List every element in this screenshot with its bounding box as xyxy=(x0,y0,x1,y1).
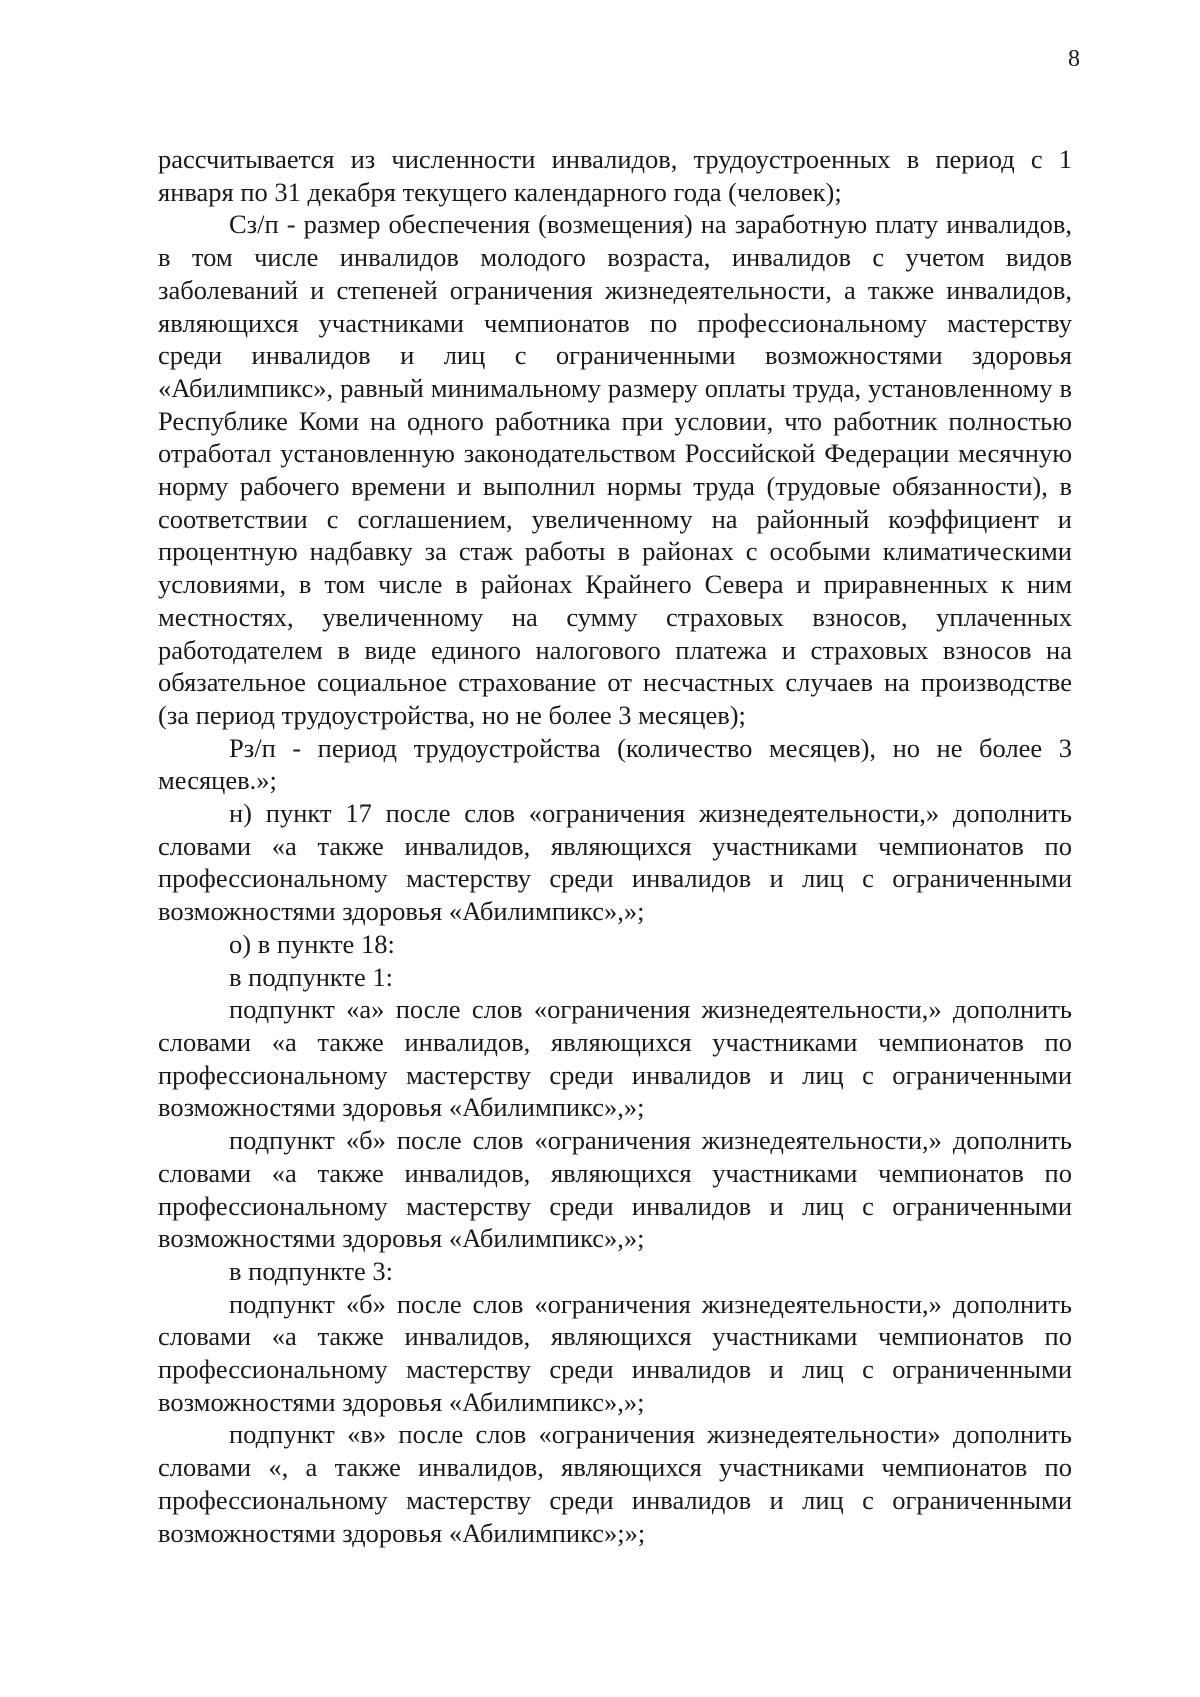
paragraph-subitem-1-heading: в подпункте 1: xyxy=(229,961,394,992)
paragraph-item-n: н) пункт 17 после слов «ограничения жизнедеятельности,» дополнить словами «а также инвалидов, являющихся участниками чемпионатов по профессиональному мастерству среди инвалидов и лиц с ограниченными возможностями здоровья «Абилимпикс»,»; xyxy=(158,798,1072,927)
paragraph-subitem-3v: подпункт «в» после слов «ограничения жизнедеятельности» дополнить словами «, а также инвалидов, являющихся участниками чемпионатов по профессиональному мастерству среди инвалидов и лиц с ограниченными возможностями здоровья «Абилимпикс»;»; xyxy=(158,1419,1072,1548)
paragraph-rzp-definition: Рз/п - период трудоустройства (количество месяцев), но не более 3 месяцев.»; xyxy=(158,732,1072,796)
paragraph-continuation: рассчитывается из численности инвалидов, трудоустроенных в период с 1 января по 31 декабря текущего календарного года (человек); xyxy=(158,144,1072,207)
document-body xyxy=(158,143,1072,1549)
paragraph-subitem-3-heading: в подпункте 3: xyxy=(229,1255,394,1286)
paragraph-szp-definition: Сз/п - размер обеспечения (возмещения) на заработную плату инвалидов, в том числе инвалидов молодого возраста, инвалидов с учетом видов заболеваний и степеней ограничения жизнедеятельности, а также инвалидов, являющихся участниками чемпионатов по профессиональному мастерству среди инвалидов и лиц с ограниченными возможностями здоровья «Абилимпикс», равный минимальному размеру оплаты труда, установленному в Республике Коми на одного работника при условии, что работник полностью отработал установленную законодательством Российской Федерации месячную норму рабочего времени и выполнил нормы труда (трудовые обязанности), в соответствии с соглашением, увеличенному на районный коэффициент и процентную надбавку за стаж работы в районах с особыми климатическими условиями, в том числе в районах Крайнего Севера и приравненных к ним местностях, увеличенному на сумму страховых взносов, уплаченных работодателем в виде единого налогового платежа и страховых взносов на обязательное социальное страхование от несчастных случаев на производстве (за период трудоустройства, но не более 3 месяцев); xyxy=(158,209,1072,730)
paragraph-item-o: о) в пункте 18: xyxy=(229,928,395,959)
paragraph-subitem-1b: подпункт «б» после слов «ограничения жизнедеятельности,» дополнить словами «а также инвалидов, являющихся участниками чемпионатов по профессиональному мастерству среди инвалидов и лиц с ограниченными возможностями здоровья «Абилимпикс»,»; xyxy=(158,1125,1072,1254)
page-number: 8 xyxy=(1068,46,1080,72)
paragraph-subitem-3b: подпункт «б» после слов «ограничения жизнедеятельности,» дополнить словами «а также инвалидов, являющихся участниками чемпионатов по профессиональному мастерству среди инвалидов и лиц с ограниченными возможностями здоровья «Абилимпикс»,»; xyxy=(158,1288,1072,1417)
paragraph-subitem-1a: подпункт «а» после слов «ограничения жизнедеятельности,» дополнить словами «а также инвалидов, являющихся участниками чемпионатов по профессиональному мастерству среди инвалидов и лиц с ограниченными возможностями здоровья «Абилимпикс»,»; xyxy=(158,994,1072,1123)
